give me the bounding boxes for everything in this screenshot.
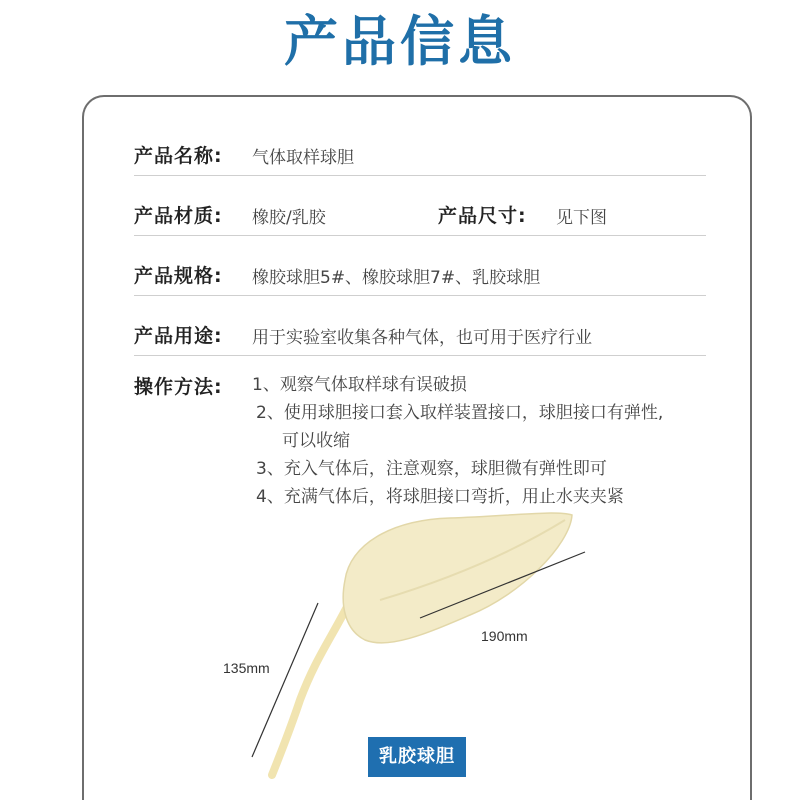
name-value: 气体取样球胆 (252, 148, 354, 168)
method-step: 2、使用球胆接口套入取样装置接口，球胆接口有弹性, (256, 403, 664, 423)
size-value: 见下图 (556, 208, 607, 228)
method-step: 1、观察气体取样球有误破损 (252, 375, 467, 395)
material-value: 橡胶/乳胶 (252, 208, 326, 228)
length-label: 190mm (481, 628, 528, 644)
method-step: 3、充入气体后，注意观察，球胆微有弹性即可 (256, 459, 607, 479)
name-label: 产品名称: (134, 145, 223, 167)
method-label: 操作方法: (134, 376, 223, 398)
page-title: 产品信息 (284, 10, 516, 73)
bulb-body (343, 513, 572, 643)
method-step: 4、充满气体后，将球胆接口弯折，用止水夹夹紧 (256, 487, 624, 507)
bulb-tube (272, 605, 348, 775)
product-tag: 乳胶球胆 (368, 737, 466, 777)
spec-label: 产品规格: (134, 265, 223, 287)
use-label: 产品用途: (134, 325, 223, 347)
spec-value: 橡胶球胆5#、橡胶球胆7#、乳胶球胆 (252, 268, 541, 288)
use-value: 用于实验室收集各种气体，也可用于医疗行业 (252, 328, 592, 348)
size-label: 产品尺寸: (438, 205, 527, 227)
material-label: 产品材质: (134, 205, 223, 227)
method-step: 可以收缩 (282, 431, 350, 451)
height-label: 135mm (223, 660, 270, 676)
